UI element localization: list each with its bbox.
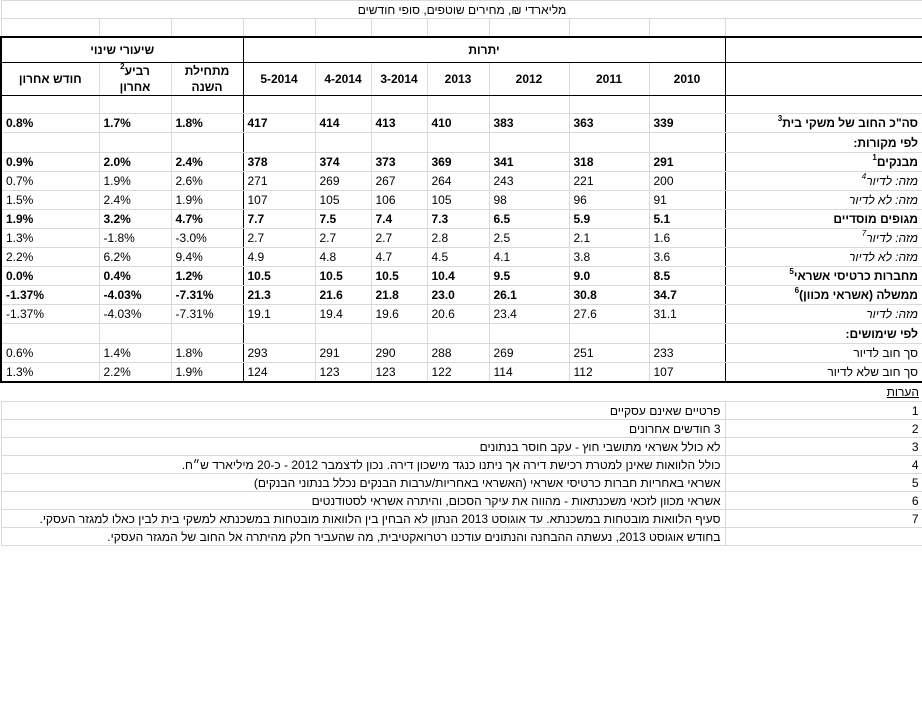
header-year: 2012 — [489, 63, 569, 96]
change-cell: 0.8% — [1, 114, 99, 133]
note-row — [1, 510, 922, 528]
change-cell: 4.7% — [171, 210, 243, 229]
value-cell: 339 — [649, 114, 725, 133]
value-cell — [489, 324, 569, 344]
row-label: סה"כ החוב של משקי בית$^3$ — [725, 114, 922, 133]
value-cell — [427, 324, 489, 344]
change-cell: 3.2% — [99, 210, 171, 229]
value-cell: 383 — [489, 114, 569, 133]
value-cell — [569, 133, 649, 153]
value-cell — [569, 324, 649, 344]
value-cell: 2.7 — [243, 229, 315, 248]
header-balances: יתרות — [243, 37, 725, 63]
header-year: 2011 — [569, 63, 649, 96]
value-cell: 21.3 — [243, 286, 315, 305]
value-cell — [649, 133, 725, 153]
value-cell: 3.6 — [649, 248, 725, 267]
value-cell: 291 — [315, 344, 371, 363]
value-cell: 10.5 — [243, 267, 315, 286]
note-number: 1 — [725, 402, 922, 420]
header-change-rates: שיעורי שינוי — [1, 37, 243, 63]
value-cell — [315, 133, 371, 153]
value-cell: 34.7 — [649, 286, 725, 305]
value-cell — [489, 133, 569, 153]
table-row — [1, 267, 922, 286]
change-cell: 1.7% — [99, 114, 171, 133]
row-label: לפי מקורות: — [725, 133, 922, 153]
note-text: בחודש אוגוסט 2013, נעשתה ההבחנה והנתונים עודכנו רטרואקטיבית, מה שהעביר חלק מהיתרה אל החוב של המגזר העסקי. — [1, 528, 725, 546]
value-cell: 288 — [427, 344, 489, 363]
change-cell: 1.9% — [171, 363, 243, 382]
value-cell: 7.7 — [243, 210, 315, 229]
note-row — [1, 456, 922, 474]
value-cell: 107 — [649, 363, 725, 382]
value-cell: 122 — [427, 363, 489, 382]
value-cell: 5.1 — [649, 210, 725, 229]
value-cell: 2.5 — [489, 229, 569, 248]
note-row — [1, 528, 922, 546]
value-cell: 363 — [569, 114, 649, 133]
change-cell — [1, 133, 99, 153]
value-cell: 107 — [243, 191, 315, 210]
value-cell: 413 — [371, 114, 427, 133]
value-cell: 114 — [489, 363, 569, 382]
change-cell: 1.8% — [171, 114, 243, 133]
value-cell: 271 — [243, 172, 315, 191]
table-row — [1, 114, 922, 133]
value-cell: 221 — [569, 172, 649, 191]
change-cell: -4.03% — [99, 305, 171, 324]
value-cell: 290 — [371, 344, 427, 363]
table-row — [1, 172, 922, 191]
value-cell: 264 — [427, 172, 489, 191]
change-cell — [99, 133, 171, 153]
row-label: מזה: לא לדיור — [725, 191, 922, 210]
value-cell: 1.6 — [649, 229, 725, 248]
note-number: 4 — [725, 456, 922, 474]
change-cell: 1.8% — [171, 344, 243, 363]
value-cell — [315, 324, 371, 344]
value-cell: 98 — [489, 191, 569, 210]
header-year: 4-2014 — [315, 63, 371, 96]
row-label: סך חוב לדיור — [725, 344, 922, 363]
value-cell: 91 — [649, 191, 725, 210]
note-number: 6 — [725, 492, 922, 510]
change-cell: 1.3% — [1, 363, 99, 382]
value-cell: 410 — [427, 114, 489, 133]
table-row — [1, 210, 922, 229]
note-text: פרטיים שאינם עסקיים — [1, 402, 725, 420]
value-cell: 10.5 — [315, 267, 371, 286]
value-cell: 106 — [371, 191, 427, 210]
change-cell — [171, 133, 243, 153]
header-year: 5-2014 — [243, 63, 315, 96]
change-cell: 1.9% — [171, 191, 243, 210]
value-cell: 23.4 — [489, 305, 569, 324]
value-cell: 10.5 — [371, 267, 427, 286]
change-cell: 2.0% — [99, 153, 171, 172]
header-year: 3-2014 — [371, 63, 427, 96]
table-row — [1, 153, 922, 172]
value-cell — [243, 133, 315, 153]
value-cell: 267 — [371, 172, 427, 191]
change-cell: -1.8% — [99, 229, 171, 248]
table-row — [1, 286, 922, 305]
value-cell: 112 — [569, 363, 649, 382]
table-row — [1, 363, 922, 382]
change-cell: -1.37% — [1, 286, 99, 305]
value-cell: 243 — [489, 172, 569, 191]
change-cell: 0.0% — [1, 267, 99, 286]
value-cell: 6.5 — [489, 210, 569, 229]
change-cell: 2.2% — [99, 363, 171, 382]
value-cell: 2.7 — [315, 229, 371, 248]
value-cell: 2.1 — [569, 229, 649, 248]
value-cell: 2.7 — [371, 229, 427, 248]
row-label: מבנקים$^1$ — [725, 153, 922, 172]
table-row — [1, 305, 922, 324]
change-cell: 1.4% — [99, 344, 171, 363]
change-cell: -7.31% — [171, 305, 243, 324]
value-cell: 19.6 — [371, 305, 427, 324]
change-cell — [171, 324, 243, 344]
note-row — [1, 492, 922, 510]
value-cell — [427, 133, 489, 153]
table-row — [1, 248, 922, 267]
value-cell: 4.9 — [243, 248, 315, 267]
value-cell: 10.4 — [427, 267, 489, 286]
row-label: מזה: לדיור — [725, 305, 922, 324]
change-cell: 0.4% — [99, 267, 171, 286]
value-cell — [243, 324, 315, 344]
value-cell: 105 — [427, 191, 489, 210]
note-text: 3 חודשים אחרונים — [1, 420, 725, 438]
change-cell: 9.4% — [171, 248, 243, 267]
row-label: מחברות כרטיסי אשראי$^5$ — [725, 267, 922, 286]
value-cell: 4.5 — [427, 248, 489, 267]
note-number: 5 — [725, 474, 922, 492]
value-cell: 7.4 — [371, 210, 427, 229]
value-cell: 233 — [649, 344, 725, 363]
note-number: 7 — [725, 510, 922, 528]
value-cell: 269 — [489, 344, 569, 363]
note-text: אשראי באחריות חברות כרטיסי אשראי (האשראי באחריות/ערבות הבנקים נכלל בנתוני הבנקים) — [1, 474, 725, 492]
value-cell: 30.8 — [569, 286, 649, 305]
note-text: לא כולל אשראי מתושבי חוץ - עקב חוסר בנתונים — [1, 438, 725, 456]
value-cell: 21.6 — [315, 286, 371, 305]
table-row — [1, 229, 922, 248]
value-cell: 96 — [569, 191, 649, 210]
value-cell — [371, 324, 427, 344]
change-cell: -7.31% — [171, 286, 243, 305]
value-cell: 269 — [315, 172, 371, 191]
notes-title: הערות — [886, 384, 920, 399]
change-cell: 1.9% — [99, 172, 171, 191]
value-cell: 20.6 — [427, 305, 489, 324]
value-cell: 19.4 — [315, 305, 371, 324]
value-cell: 105 — [315, 191, 371, 210]
value-cell: 4.8 — [315, 248, 371, 267]
value-cell: 374 — [315, 153, 371, 172]
change-cell — [1, 324, 99, 344]
value-cell: 7.3 — [427, 210, 489, 229]
header-last-month: חודש אחרון — [1, 63, 99, 96]
header-year: 2010 — [649, 63, 725, 96]
change-cell: -3.0% — [171, 229, 243, 248]
note-text: סעיף הלוואות מובטחות במשכנתא. עד אוגוסט 2013 הנתון לא הבחין בין הלוואות מובטחות במשכנתא למשקי בית לבין כאלו למגזר העסקי. — [1, 510, 725, 528]
change-cell: 2.2% — [1, 248, 99, 267]
header-ytd: מתחילת השנה — [171, 63, 243, 96]
note-row — [1, 402, 922, 420]
note-number: 3 — [725, 438, 922, 456]
header-last-quarter: $^2$רביע אחרון — [99, 63, 171, 96]
value-cell: 7.5 — [315, 210, 371, 229]
value-cell: 21.8 — [371, 286, 427, 305]
table-row — [1, 344, 922, 363]
value-cell — [649, 324, 725, 344]
row-label: מגופים מוסדיים — [725, 210, 922, 229]
value-cell: 293 — [243, 344, 315, 363]
value-cell: 9.5 — [489, 267, 569, 286]
value-cell: 200 — [649, 172, 725, 191]
value-cell: 373 — [371, 153, 427, 172]
value-cell: 4.7 — [371, 248, 427, 267]
note-number — [725, 528, 922, 546]
value-cell: 417 — [243, 114, 315, 133]
change-cell — [99, 324, 171, 344]
value-cell: 378 — [243, 153, 315, 172]
change-cell: 6.2% — [99, 248, 171, 267]
value-cell: 123 — [371, 363, 427, 382]
value-cell: 414 — [315, 114, 371, 133]
note-row — [1, 474, 922, 492]
table-row — [1, 191, 922, 210]
sheet-title: מליארדי ₪, מחירים שוטפים, סופי חודשים — [1, 1, 922, 19]
value-cell: 369 — [427, 153, 489, 172]
value-cell: 3.8 — [569, 248, 649, 267]
value-cell: 31.1 — [649, 305, 725, 324]
change-cell: -4.03% — [99, 286, 171, 305]
value-cell: 23.0 — [427, 286, 489, 305]
note-row — [1, 420, 922, 438]
change-cell: 1.3% — [1, 229, 99, 248]
row-label: ממשלה (אשראי מכוון)$^6$ — [725, 286, 922, 305]
note-text: כולל הלוואות שאינן למטרת רכישת דירה אך ניתנו כנגד מישכון דירה. נכון לדצמבר 2012 - כ-20 מיליארד ש״ח. — [1, 456, 725, 474]
row-label: סך חוב שלא לדיור — [725, 363, 922, 382]
row-label: לפי שימושים: — [725, 324, 922, 344]
value-cell: 5.9 — [569, 210, 649, 229]
value-cell: 4.1 — [489, 248, 569, 267]
note-text: אשראי מכוון לזכאי משכנתאות - מהווה את עיקר הסכום, והיתרה אשראי לסטודנטים — [1, 492, 725, 510]
change-cell: -1.37% — [1, 305, 99, 324]
change-cell: 1.5% — [1, 191, 99, 210]
value-cell: 19.1 — [243, 305, 315, 324]
change-cell: 2.4% — [171, 153, 243, 172]
change-cell: 1.9% — [1, 210, 99, 229]
change-cell: 2.6% — [171, 172, 243, 191]
note-row — [1, 438, 922, 456]
header-year: 2013 — [427, 63, 489, 96]
change-cell: 0.9% — [1, 153, 99, 172]
value-cell: 291 — [649, 153, 725, 172]
value-cell: 27.6 — [569, 305, 649, 324]
change-cell: 2.4% — [99, 191, 171, 210]
value-cell: 318 — [569, 153, 649, 172]
change-cell: 0.6% — [1, 344, 99, 363]
value-cell: 123 — [315, 363, 371, 382]
note-number: 2 — [725, 420, 922, 438]
change-cell: 1.2% — [171, 267, 243, 286]
section-row — [1, 324, 922, 344]
value-cell: 8.5 — [649, 267, 725, 286]
value-cell: 2.8 — [427, 229, 489, 248]
row-label: מזה: לדיור$^7$ — [725, 229, 922, 248]
value-cell: 9.0 — [569, 267, 649, 286]
value-cell: 124 — [243, 363, 315, 382]
row-label: מזה: לדיור$^4$ — [725, 172, 922, 191]
value-cell: 341 — [489, 153, 569, 172]
section-row — [1, 133, 922, 153]
change-cell: 0.7% — [1, 172, 99, 191]
value-cell: 251 — [569, 344, 649, 363]
row-label: מזה: לא לדיור — [725, 248, 922, 267]
value-cell — [371, 133, 427, 153]
value-cell: 26.1 — [489, 286, 569, 305]
